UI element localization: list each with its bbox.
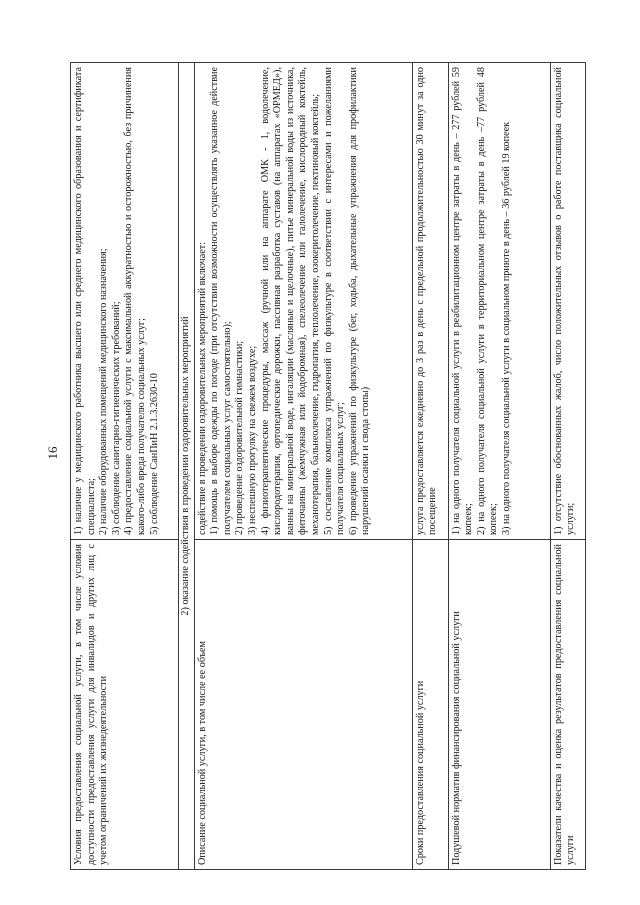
rotated-page-content	[70, 62, 586, 870]
list-item: 3) неспешную прогулку на свежем воздухе;	[246, 345, 258, 535]
section-title: 2) оказание содействия в проведении оздоровительных мероприятий	[179, 63, 195, 870]
list-item: 2) наличие оборудованных помещений медицинского назначения;	[98, 248, 110, 535]
table-row	[194, 63, 412, 870]
table-row	[71, 63, 179, 870]
row-label: Показатели качества и оценка результатов предоставления социальной услуги	[550, 540, 585, 870]
row-value	[71, 63, 179, 540]
service-table	[70, 62, 586, 870]
row-value	[550, 63, 585, 540]
list-item: 2) проведение оздоровительной гимнастики;	[234, 340, 246, 535]
row-label: Условия предоставления социальной услуги, в том числе условия доступности предоставления услуги для инвалидов и других лиц с учетом ограничений их жизнедеятельности	[71, 540, 179, 870]
row-value	[448, 63, 550, 540]
list-item: 6) проведение упражнений по физкультуре (бег, ходьба, дыхательные упражнения для профилактики нарушений осанки и свода стопы)	[347, 67, 372, 535]
table-row	[448, 63, 550, 870]
list-item: 3) соблюдение санитарно-гигиенических требований;	[110, 301, 122, 535]
list-item: 4) физиотерапевтические процедуры, массаж (ручной или на аппарате ОМК - 1, водолечение, кислородотерапия, ортопедические дорожки, пассивная разработка суставов (на аппаратах «ОРМЕД»), ванны на минеральной воде, ингаляции (масляные и щелочные), питье минеральной воды из источника, фиточаины (жемчужная или йодобромная), спелеолечение или галолечение, кислородный коктейль, механотерапия, бальнеолечение, гидропатия, теплолечение, озокеритолечение, пектиновый коктейль;	[259, 67, 321, 535]
list-item: 1) наличие у медицинского работника высшего или среднего медицинского образования и сертификата специалиста;	[73, 67, 97, 535]
list-item: 1) помощь в выборе одежды по погоде (при отсутствии возможности осуществлять указанное действие получателем социальных услуг самостоятельно);	[209, 67, 233, 535]
table-row	[179, 63, 195, 870]
row-value	[194, 63, 412, 540]
row-label: Сроки предоставления социальной услуги	[412, 540, 448, 870]
row-label: Описание социальной услуги, в том числе ее объем	[194, 540, 412, 870]
table-row	[412, 63, 448, 870]
list-item: 5) составление комплекса упражнений по физкультуре в соответствии с интересами и пожеланиями получателя социальных услуг;	[322, 67, 347, 535]
list-item: 1) на одного получателя социальной услуги в реабилитационном центре затраты в день – 277 рублей 59 копеек;	[450, 67, 475, 535]
list-item: 5) соблюдение СанПиН 2.1.3.2630-10	[148, 373, 160, 535]
row-label: Подушевой норматив финансирования социальной услуги	[448, 540, 550, 870]
row-value: услуга предоставляется ежедневно до 3 раз в день с предельной продолжительностью 30 минут за одно посещение	[412, 63, 448, 540]
page-number: 16	[45, 446, 60, 460]
list-item: содействие в проведении оздоровительных мероприятий включает:	[196, 241, 208, 535]
list-item: 1) отсутствие обоснованных жалоб, число положительных отзывов о работе поставщика социальной услуги;	[552, 67, 577, 535]
table-row	[550, 63, 585, 870]
list-item: 2) на одного получателя социальной услуги в территориальном центре затраты в день –77 рублей 48 копеек;	[475, 67, 500, 535]
list-item: 3) на одного получателя социальной услуги в социальном приюте в день – 36 рублей 19 копеек	[500, 121, 512, 535]
list-item: 4) предоставление социальной услуги с максимальной аккуратностью и осторожностью, без причинения какого-либо вреда получателю социальных услуг;	[123, 67, 147, 535]
